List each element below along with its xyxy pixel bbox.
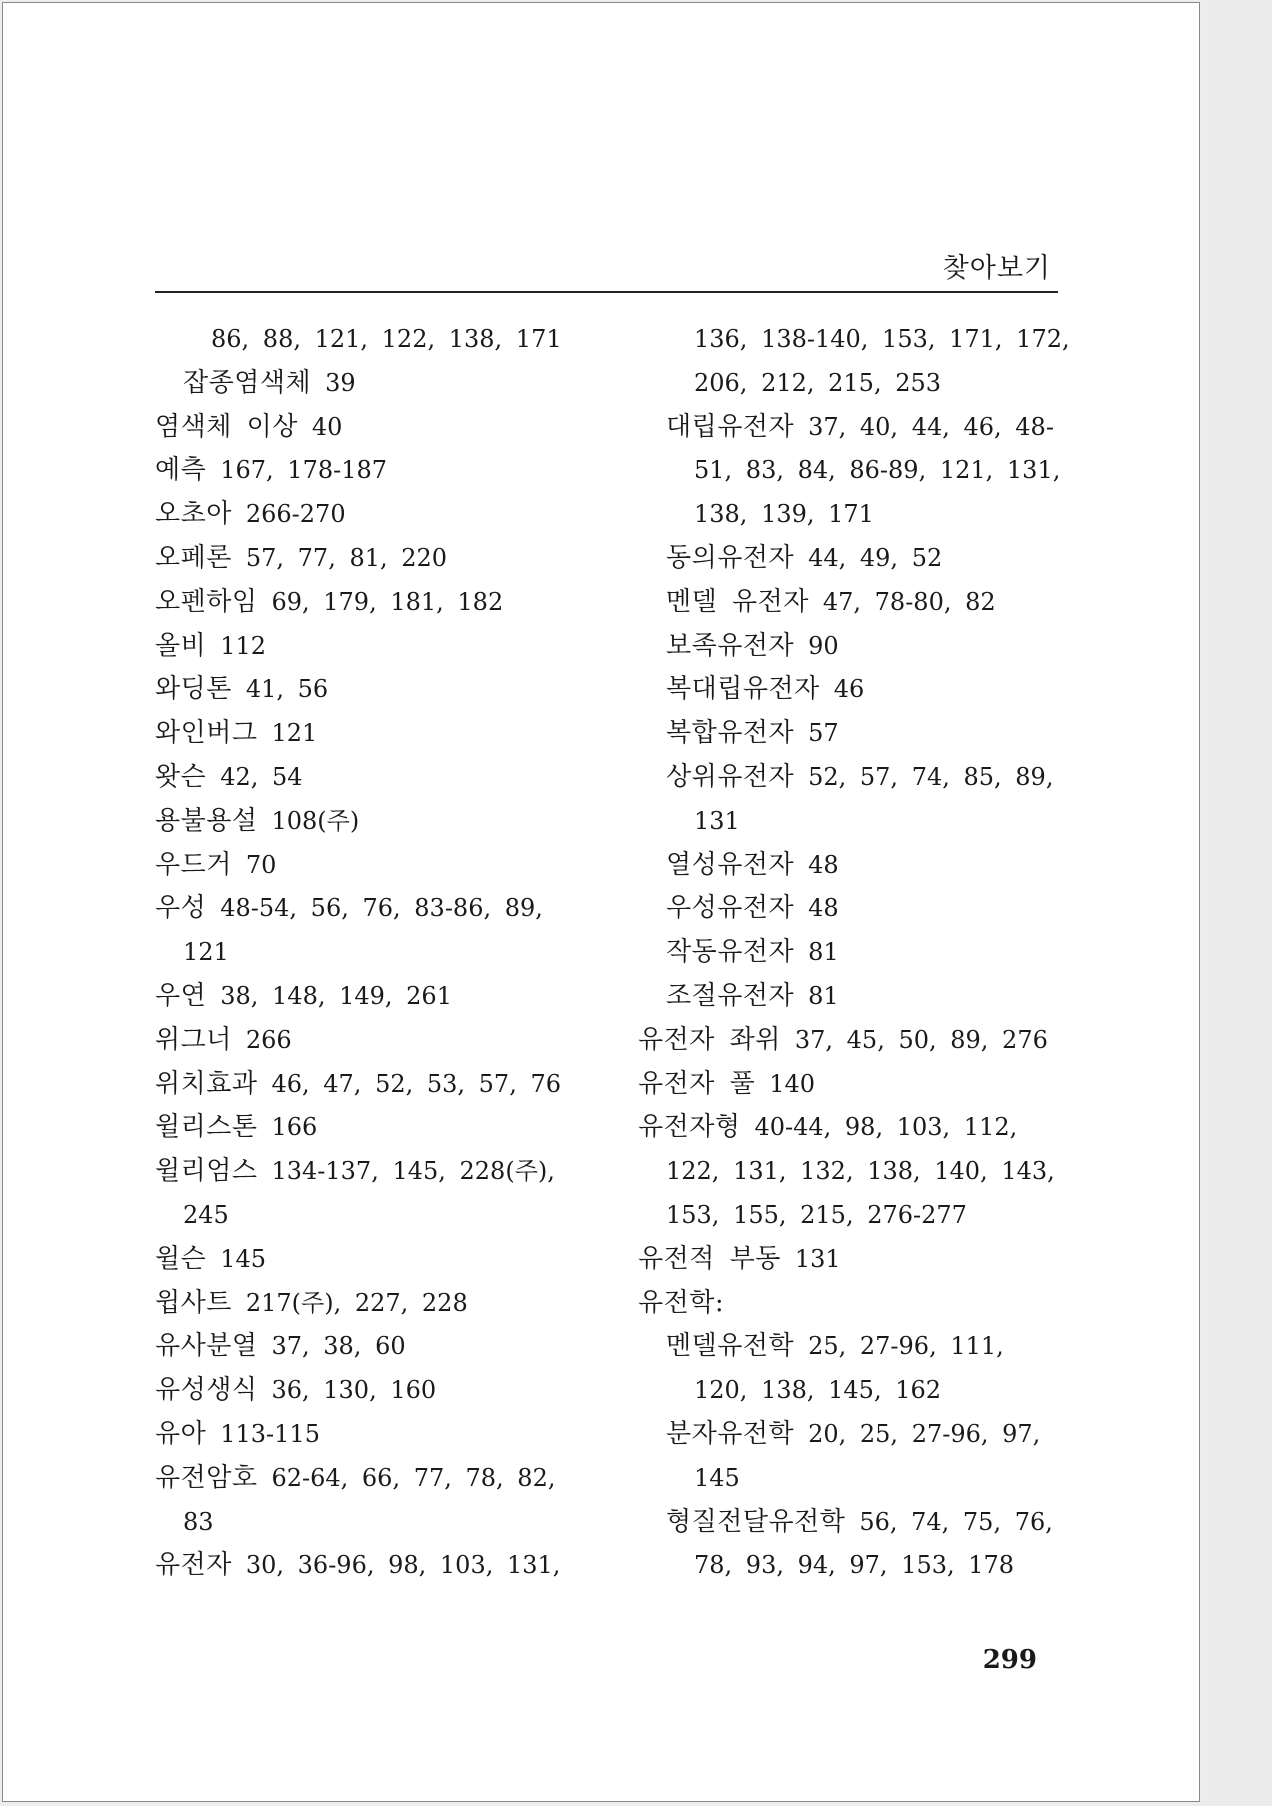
index-entry xyxy=(155,1413,595,1457)
index-entry xyxy=(155,537,595,581)
index-entry xyxy=(155,1325,595,1369)
index-entry xyxy=(155,362,595,406)
index-entry xyxy=(155,800,595,844)
index-page-refs: 40 xyxy=(311,412,343,441)
index-page-refs: 81 xyxy=(808,938,839,967)
index-page-refs: 266 xyxy=(245,1025,292,1054)
index-entry xyxy=(638,406,1070,537)
index-entry xyxy=(638,1501,1070,1589)
index-entry xyxy=(638,1019,1070,1063)
index-page-refs: 86, 88, 121, 122, 138, 171 xyxy=(211,325,562,353)
index-term: 유성생식 xyxy=(155,1375,258,1406)
viewer-side-strip xyxy=(1202,0,1272,1806)
index-page-refs: 48-54, 56, 76, 83-86, 89, 121 xyxy=(183,894,543,967)
index-page-refs: 46 xyxy=(833,675,865,704)
index-term: 멘델유전학 xyxy=(666,1331,795,1362)
index-term: 유전자 xyxy=(155,1550,232,1581)
index-page-refs: 167, 178-187 xyxy=(220,456,388,485)
index-entry xyxy=(638,318,1070,406)
index-page-refs: 20, 25, 27-96, 97, 145 xyxy=(694,1419,1041,1492)
index-term: 보족유전자 xyxy=(666,630,795,661)
index-term: 상위유전자 xyxy=(666,761,795,792)
index-term: 왓슨 xyxy=(155,761,207,792)
index-entry xyxy=(638,931,1070,975)
index-page-refs: 140 xyxy=(769,1069,816,1098)
index-page-refs: 56, 74, 75, 76, 78, 93, 94, 97, 153, 178 xyxy=(694,1507,1053,1580)
index-term: 와딩톤 xyxy=(155,674,232,705)
index-entry xyxy=(638,1413,1070,1501)
index-entry xyxy=(638,581,1070,625)
index-page-refs: 36, 130, 160 xyxy=(271,1376,437,1405)
index-page-refs: 113-115 xyxy=(220,1419,320,1448)
index-term: 유전자형 xyxy=(638,1112,741,1143)
index-page-refs: 90 xyxy=(808,631,839,660)
index-page-refs: 52, 57, 74, 85, 89, 131 xyxy=(694,762,1054,835)
index-term: 잡종염색체 xyxy=(183,367,312,398)
running-header-title: 찾아보기 xyxy=(942,253,1051,284)
index-entry xyxy=(638,756,1070,844)
index-term: 윕사트 xyxy=(155,1287,232,1318)
index-entry xyxy=(638,975,1070,1019)
index-entry xyxy=(155,887,595,975)
index-entry xyxy=(155,1238,595,1282)
index-term: 유전자 풀 xyxy=(638,1068,756,1099)
index-entry xyxy=(638,887,1070,931)
index-page-refs: 37, 40, 44, 46, 48-51, 83, 84, 86-89, 121, 131, 138, 139, 171 xyxy=(694,412,1061,529)
index-term: 조절유전자 xyxy=(666,980,795,1011)
index-column-right xyxy=(638,318,1070,1588)
index-term: 오펜하임 xyxy=(155,586,258,617)
index-term: 형질전달유전학 xyxy=(666,1506,846,1537)
index-page-refs: 47, 78-80, 82 xyxy=(822,587,996,616)
index-page-refs: 41, 56 xyxy=(245,675,329,704)
index-term: 우연 xyxy=(155,980,207,1011)
index-entry xyxy=(638,844,1070,888)
index-page-refs: 166 xyxy=(271,1113,318,1142)
index-term: 오페론 xyxy=(155,542,232,573)
index-entry xyxy=(155,449,595,493)
index-page-refs: 136, 138-140, 153, 171, 172, 206, 212, 215, 253 xyxy=(694,325,1070,397)
index-term: 오초아 xyxy=(155,499,232,530)
index-page-refs: 40-44, 98, 103, 112, 122, 131, 132, 138, 140, 143, 153, 155, 215, 276-277 xyxy=(666,1113,1055,1229)
index-entry xyxy=(155,844,595,888)
index-term: 용불용설 xyxy=(155,805,258,836)
index-page-refs: 121 xyxy=(271,719,318,748)
index-page-refs: 38, 148, 149, 261 xyxy=(220,981,452,1010)
index-page-refs: 108(주) xyxy=(271,806,360,835)
index-page-refs: 69, 179, 181, 182 xyxy=(271,587,504,616)
index-page-refs: 37, 45, 50, 89, 276 xyxy=(794,1025,1048,1054)
index-page-refs: 131 xyxy=(794,1244,841,1273)
index-term: 위그너 xyxy=(155,1024,232,1055)
index-term: 우성유전자 xyxy=(666,893,795,924)
index-entry xyxy=(155,1369,595,1413)
index-page-refs: 217(주), 227, 228 xyxy=(245,1288,468,1317)
index-term: 올비 xyxy=(155,630,207,661)
page-number: 299 xyxy=(982,1645,1037,1675)
index-page-refs: 44, 49, 52 xyxy=(808,543,943,572)
index-entry xyxy=(155,406,595,450)
index-term: 분자유전학 xyxy=(666,1418,795,1449)
index-page-refs: 70 xyxy=(245,850,277,879)
index-column-left xyxy=(155,318,595,1588)
index-page-refs: 134-137, 145, 228(주), 245 xyxy=(183,1157,555,1229)
index-term: 유아 xyxy=(155,1418,207,1449)
index-page-refs: 112 xyxy=(220,631,267,660)
index-entry xyxy=(638,712,1070,756)
index-entry xyxy=(155,1544,595,1588)
index-page-refs: 145 xyxy=(220,1244,267,1273)
index-entry xyxy=(638,668,1070,712)
index-entry xyxy=(638,1106,1070,1237)
index-page-refs: 57 xyxy=(808,719,839,748)
index-entry xyxy=(638,1063,1070,1107)
index-entry xyxy=(638,625,1070,669)
index-page-refs: 48 xyxy=(808,850,839,879)
index-entry xyxy=(638,1282,1070,1326)
index-term: 작동유전자 xyxy=(666,937,795,968)
index-page-refs: 57, 77, 81, 220 xyxy=(245,543,448,572)
index-entry xyxy=(155,318,595,362)
index-entry xyxy=(638,1325,1070,1413)
index-entry xyxy=(155,756,595,800)
index-page-refs: 48 xyxy=(808,894,839,923)
index-entry xyxy=(155,581,595,625)
index-entry xyxy=(155,668,595,712)
index-term: 윌리엄스 xyxy=(155,1156,258,1187)
index-term: 유전암호 xyxy=(155,1462,258,1493)
index-term: 복대립유전자 xyxy=(666,674,820,705)
index-page-refs: 46, 47, 52, 53, 57, 76 xyxy=(271,1069,561,1098)
index-term: 열성유전자 xyxy=(666,849,795,880)
index-term: 유전학: xyxy=(638,1287,725,1318)
index-term: 복합유전자 xyxy=(666,718,795,749)
index-term: 와인버그 xyxy=(155,718,258,749)
index-term: 우성 xyxy=(155,893,207,924)
index-page-refs: 39 xyxy=(325,368,356,397)
index-term: 유전자 좌위 xyxy=(638,1024,781,1055)
index-page-refs: 266-270 xyxy=(245,500,346,529)
index-entry xyxy=(638,1238,1070,1282)
index-entry xyxy=(155,712,595,756)
index-entry xyxy=(155,493,595,537)
index-entry xyxy=(638,537,1070,581)
index-page-refs: 62-64, 66, 77, 78, 82, 83 xyxy=(183,1463,556,1536)
index-entry xyxy=(155,975,595,1019)
index-term: 유사분열 xyxy=(155,1331,258,1362)
header-rule xyxy=(155,291,1058,293)
index-page-refs: 37, 38, 60 xyxy=(271,1332,406,1361)
index-entry xyxy=(155,1019,595,1063)
index-term: 위치효과 xyxy=(155,1068,258,1099)
index-entry xyxy=(155,625,595,669)
index-term: 염색체 이상 xyxy=(155,411,298,442)
index-term: 예측 xyxy=(155,455,207,486)
index-term: 동의유전자 xyxy=(666,542,795,573)
index-page-refs: 42, 54 xyxy=(220,762,303,791)
index-entry xyxy=(155,1106,595,1150)
index-entry xyxy=(155,1282,595,1326)
index-term: 윌리스톤 xyxy=(155,1112,258,1143)
index-term: 대립유전자 xyxy=(666,411,795,442)
index-term: 윌슨 xyxy=(155,1243,207,1274)
index-page-refs: 81 xyxy=(808,981,839,1010)
index-page-refs: 25, 27-96, 111, 120, 138, 145, 162 xyxy=(694,1332,1004,1405)
index-page-refs: 30, 36-96, 98, 103, 131, xyxy=(245,1551,561,1580)
index-entry xyxy=(155,1150,595,1238)
index-term: 우드거 xyxy=(155,849,232,880)
index-entry xyxy=(155,1063,595,1107)
index-term: 유전적 부동 xyxy=(638,1243,781,1274)
book-page xyxy=(2,2,1200,1802)
index-term: 멘델 유전자 xyxy=(666,586,809,617)
index-entry xyxy=(155,1457,595,1545)
